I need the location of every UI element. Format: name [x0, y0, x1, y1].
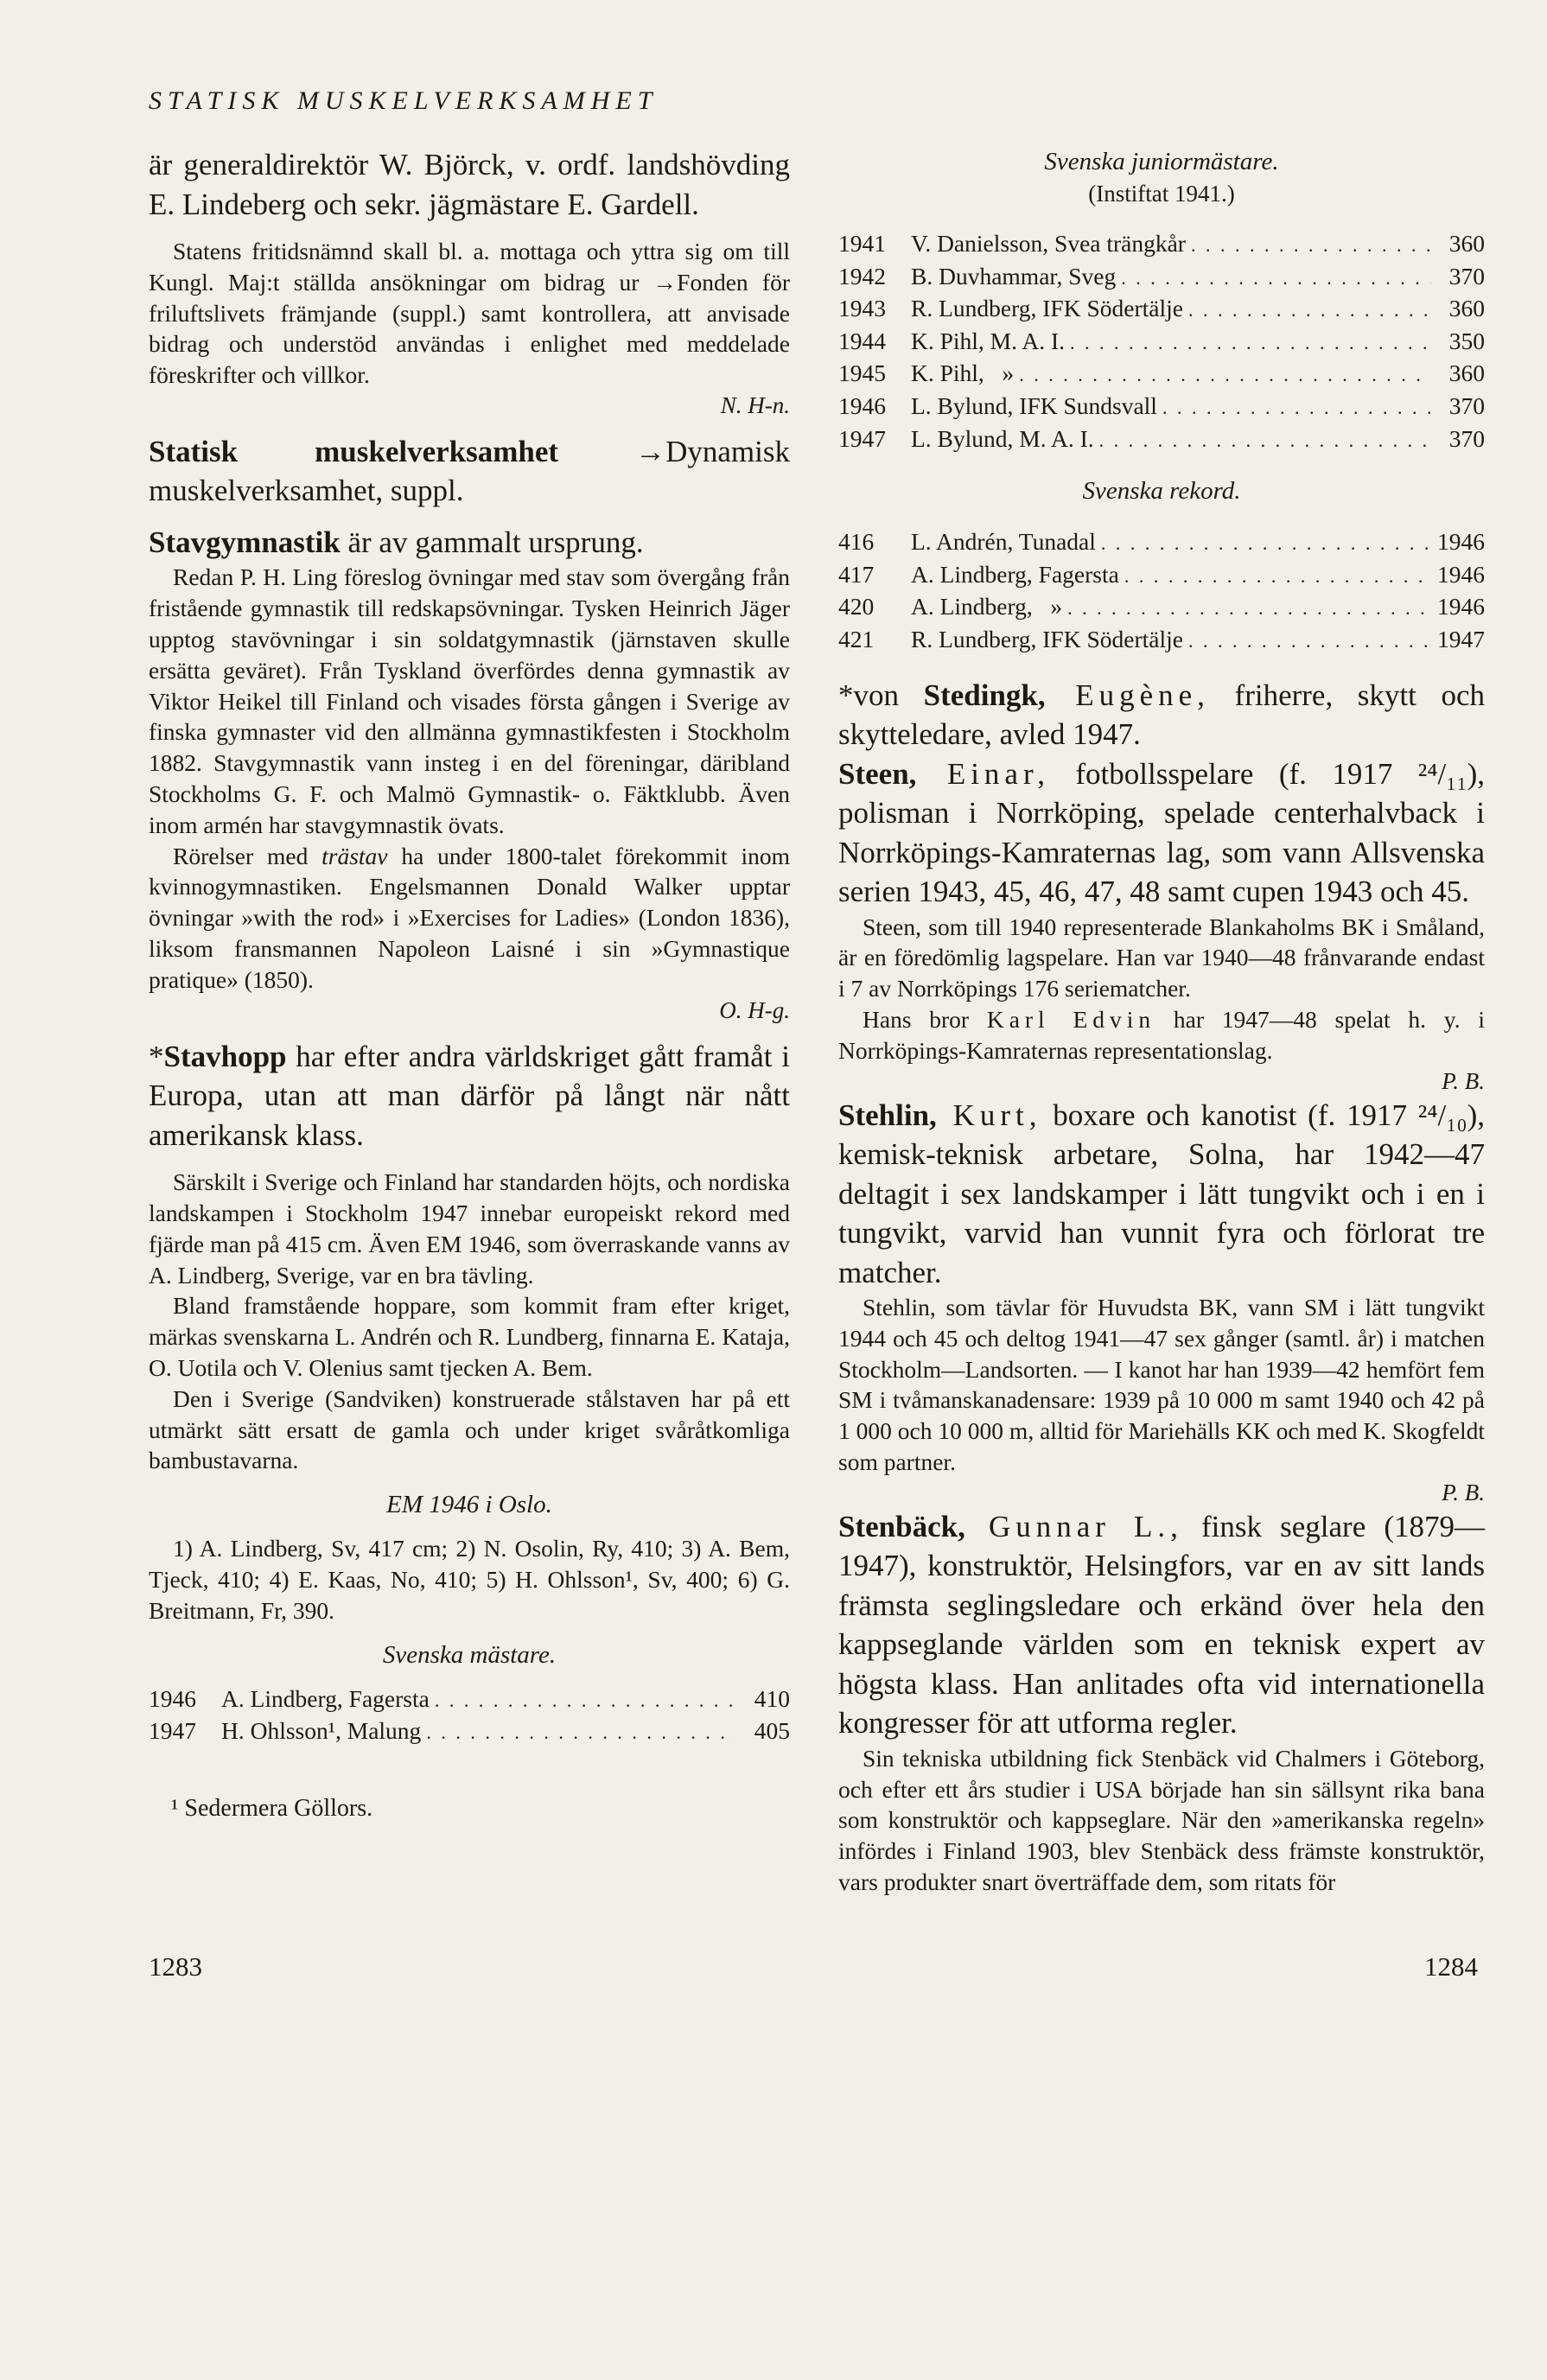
leader-dots	[1067, 593, 1431, 624]
leader-dots	[1191, 230, 1431, 261]
right-column	[838, 145, 1485, 1898]
headword: Statisk muskelverksamhet	[149, 434, 559, 468]
headword: Stedingk,	[923, 678, 1046, 712]
paragraph-stalstaven: Den i Sverige (Sandviken) konstruerade stålstaven har på ett utmärkt sätt ersatt de gamla och under kriget svåråtkomliga bambustavarna.	[149, 1384, 790, 1474]
junior-table	[838, 228, 1485, 455]
year: 1946	[838, 391, 886, 419]
entry-steen	[838, 754, 1485, 912]
entry-text: ), polisman i Norrköping, spelade centerhalvback i Norrköpings-Kamraternas lag, som vann Allsvenska serien 1943, 45, 46, 47, 48 samt cupen 1943 och 45.	[838, 756, 1485, 909]
name: L. Bylund, IFK Sundsvall	[911, 391, 1157, 419]
signature: P. B.	[1442, 1479, 1485, 1505]
entry-text: friherre, skytt och skytteledare, avled 1947.	[838, 678, 1485, 752]
table-row	[149, 1683, 790, 1716]
entry-stehlin	[838, 1096, 1485, 1293]
entry-stenback	[838, 1507, 1485, 1743]
headword: Stehlin,	[838, 1098, 937, 1132]
paragraph-stenback: Sin tekniska utbildning fick Stenbäck vid Chalmers i Göteborg, och efter ett års studier i USA började han sin sällsynt rika bana som konstruktör och kappseglare. När den »amerikanska regeln» infördes i Finland 1903, blev Stenbäck dess främste konstruktör, vars produkter snart överträffade dem, som ritats för	[838, 1744, 1485, 1895]
leader-dots	[426, 1717, 736, 1748]
value: 360	[1448, 295, 1485, 322]
entry-text: boxare och kanotist (f. 1917	[1041, 1098, 1418, 1132]
page-number-left: 1283	[149, 1951, 202, 1982]
table-row	[838, 261, 1485, 294]
name: L. Andrén, Tunadal	[911, 528, 1096, 556]
name: B. Duvhammar, Sveg	[911, 262, 1117, 290]
signature: P. B.	[1442, 1067, 1485, 1094]
em-results: 1) A. Lindberg, Sv, 417 cm; 2) N. Osolin, Ry, 410; 3) A. Bem, Tjeck, 410; 4) E. Kaas, No, 410; 5) H. Ohlsson¹, Sv, 400; 6) G. Breitmann, Fr, 390.	[149, 1535, 790, 1624]
year: 1946	[1437, 593, 1485, 620]
paragraph-steen: Steen, som till 1940 representerade Blankaholms BK i Småland, är en föredömlig lagspelare. Han var 1940—48 frånvarande endast i 7 av Norrköpings 176 seriematcher.	[838, 913, 1485, 1002]
paragraph-fritidsnamnd: Statens fritidsnämnd skall bl. a. mottaga och yttra sig om till Kungl. Maj:t ställda ansökningar om bidrag ur →Fonden för friluftslivets främjande (suppl.) samt kontrollera, att anvisade bidrag och understöd användas i enlighet med meddelade föreskrifter och villkor.	[149, 238, 790, 389]
paragraph-standard: Särskilt i Sverige och Finland har standarden höjts, och nordiska landskampen i Stockholm 1947 innebar europeiskt rekord med fjärde man på 415 cm. Även EM 1946, som överraskande vanns av A. Lindberg, Sverige, var en bra tävling.	[149, 1168, 790, 1289]
table-row	[838, 559, 1485, 592]
height: 416	[838, 528, 875, 556]
leader-dots	[1188, 626, 1431, 657]
paragraph-stavgymnastik-history: Redan P. H. Ling föreslog övningar med stav som övergång från fristående gymnastik till redskapsövningar. Tysken Heinrich Jäger upptog stavövningar i sin soldatgymnastik (järnstaven skulle ersätta geväret). Från Tyskland överfördes denna gymnastik av Viktor Heikel till Finland och visades första gången i Sverige av finska gymnaster vid den allmänna gymnastikfesten i Stockholm 1882. Stavgymnastik vann insteg i en del föreningar, däribland Stockholms G. F. och Malmö Gymnastik- o. Fäktklubb. Även inom armén har stavgymnastik övats.	[149, 563, 790, 838]
table-row	[838, 624, 1485, 657]
table-row	[838, 591, 1485, 624]
headword: Stavhopp	[163, 1039, 287, 1073]
given-name: Einar,	[916, 756, 1050, 791]
name: V. Danielsson, Svea trängkår	[911, 230, 1186, 257]
em-title: EM 1946 i Oslo.	[386, 1491, 552, 1519]
name: A. Lindberg, »	[911, 593, 1063, 620]
entry-text: är av gammalt ursprung.	[340, 525, 644, 559]
table-row	[838, 228, 1485, 261]
leader-dots	[1019, 360, 1431, 391]
value: 370	[1448, 424, 1485, 452]
value: 350	[1448, 327, 1485, 354]
star-mark: *	[149, 1039, 164, 1073]
running-head: STATISK MUSKELVERKSAMHET	[149, 86, 659, 115]
table-row	[838, 526, 1485, 559]
star-mark: *von	[838, 678, 924, 712]
value: 360	[1448, 360, 1485, 387]
name: K. Pihl, M. A. I.	[911, 327, 1066, 354]
sm-table	[149, 1683, 790, 1748]
value: 360	[1448, 230, 1485, 257]
entry-text: har efter andra världskriget gått framåt i Europa, utan att man därför på långt när nått amerikansk klass.	[149, 1039, 790, 1152]
name: A. Lindberg, Fagersta	[911, 560, 1119, 588]
spaced-name: Karl Edvin	[986, 1005, 1156, 1033]
junior-title: Svenska juniormästare.	[1044, 148, 1279, 175]
year: 1947	[149, 1717, 196, 1745]
left-column	[149, 145, 790, 1824]
entry-text: finsk seglare (1879—1947), konstruktör, Helsingfors, var en av sitt lands främsta seglingsledare och erkänd över hela den kappseglande världen som en teknisk expert av högsta klass. Han anlitades ofta vid internationella kongresser för att utforma regler.	[838, 1509, 1485, 1740]
name: H. Ohlsson¹, Malung	[221, 1717, 422, 1745]
paragraph-intro: är generaldirektör W. Björck, v. ordf. landshövding E. Lindeberg och sekr. jägmästare E. Gardell.	[149, 148, 790, 221]
height: 417	[838, 560, 875, 588]
sm-title: Svenska mästare.	[382, 1640, 557, 1669]
paragraph-hoppare: Bland framstående hoppare, som kommit fram efter kriget, märkas svenskarna L. Andrén och R. Lundberg, finnarna E. Kataja, O. Uotila och V. Olenius samt tjecken A. Bem.	[149, 1292, 790, 1381]
year: 1945	[838, 360, 886, 387]
entry-text: →Dynamisk muskelverksamhet, suppl.	[149, 434, 790, 508]
table-row	[838, 423, 1485, 456]
birth-date: ²⁴/₁₀	[1417, 1098, 1467, 1132]
entry-statisk-muskelverksamhet	[149, 432, 790, 511]
paragraph-steen-brother	[838, 1004, 1485, 1066]
birth-date: ²⁴/₁₁	[1417, 756, 1467, 791]
year: 1943	[838, 295, 886, 322]
leader-dots	[1121, 263, 1431, 294]
signature: N. H-n.	[720, 391, 790, 418]
value: 370	[1448, 262, 1485, 290]
value: 410	[754, 1684, 790, 1712]
year: 1946	[149, 1684, 196, 1712]
name: L. Bylund, M. A. I.	[911, 424, 1094, 452]
name: R. Lundberg, IFK Södertälje	[911, 625, 1183, 652]
value: 370	[1448, 391, 1485, 419]
page-number-right: 1284	[1424, 1951, 1478, 1982]
year: 1941	[838, 230, 886, 257]
leader-dots	[435, 1685, 736, 1716]
given-name: Kurt,	[936, 1098, 1042, 1132]
text: Rörelser med	[173, 842, 322, 869]
footnote: ¹ Sedermera Göllors.	[171, 1794, 373, 1822]
year: 1946	[1437, 528, 1485, 556]
entry-stavhopp	[149, 1037, 790, 1155]
given-name: Eugène,	[1045, 678, 1210, 712]
italic-term: trästav	[321, 842, 388, 869]
signature: O. H-g.	[719, 996, 790, 1023]
leader-dots	[1162, 392, 1431, 423]
entry-text: ), kemisk-teknisk arbetare, Solna, har 1942—47 deltagit i sex landskamper i lätt tungvikt och i en i tungvikt, varvid han vunnit fyra och förlorat tre matcher.	[838, 1098, 1486, 1289]
text: ha under 1800-talet förekommit inom kvinnogymnastiken. Engelsmannen Donald Walker upptar övningar »with the rod» i »Exercises for Ladies» (London 1836), liksom fransmannen Napoleon Laisné i sin »Gymnastique pratique» (1850).	[149, 842, 790, 993]
name: R. Lundberg, IFK Södertälje	[911, 295, 1183, 322]
leader-dots	[1070, 328, 1431, 359]
entry-text: fotbollsspelare (f. 1917	[1049, 756, 1418, 791]
paragraph-trastav	[149, 841, 790, 996]
text: har 1947—48 spelat h. y. i Norrköpings-Kamraternas representationslag.	[838, 1005, 1485, 1064]
table-row	[838, 293, 1485, 326]
table-row	[838, 358, 1485, 391]
table-row	[149, 1715, 790, 1748]
leader-dots	[1124, 561, 1431, 592]
paragraph-stehlin: Stehlin, som tävlar för Huvudsta BK, vann SM i lätt tungvikt 1944 och 45 och deltog 1941—47 sex gånger (samtl. år) i matchen Stockholm—Landsorten. — I kanot har han 1939—42 hemfört fem SM i tvåmanskanadensare: 1939 på 10 000 m samt 1940 och 42 på 1 000 och 10 000 m, alltid för Mariehälls KK och med K. Skogfeldt som partner.	[838, 1294, 1485, 1475]
entry-stavgymnastik	[149, 523, 790, 563]
given-name: Gunnar L.,	[964, 1509, 1183, 1543]
headword: Steen,	[838, 756, 917, 791]
record-table	[838, 526, 1485, 656]
entry-stedingk	[838, 676, 1485, 754]
record-title: Svenska rekord.	[1082, 477, 1241, 506]
headword: Stenbäck,	[838, 1509, 965, 1543]
height: 420	[838, 593, 875, 620]
text: Hans bror	[863, 1005, 987, 1033]
year: 1946	[1437, 560, 1485, 588]
name: A. Lindberg, Fagersta	[221, 1684, 430, 1712]
year: 1947	[1437, 625, 1485, 652]
table-row	[838, 326, 1485, 359]
year: 1947	[838, 424, 886, 452]
junior-subtitle: (Instiftat 1941.)	[1088, 181, 1235, 207]
value: 405	[754, 1717, 790, 1745]
year: 1944	[838, 327, 886, 354]
table-row	[838, 391, 1485, 423]
headword: Stavgymnastik	[149, 525, 341, 559]
year: 1942	[838, 262, 886, 290]
height: 421	[838, 625, 875, 652]
leader-dots	[1101, 528, 1431, 559]
leader-dots	[1099, 425, 1431, 456]
name: K. Pihl, »	[911, 360, 1015, 387]
leader-dots	[1188, 295, 1431, 326]
